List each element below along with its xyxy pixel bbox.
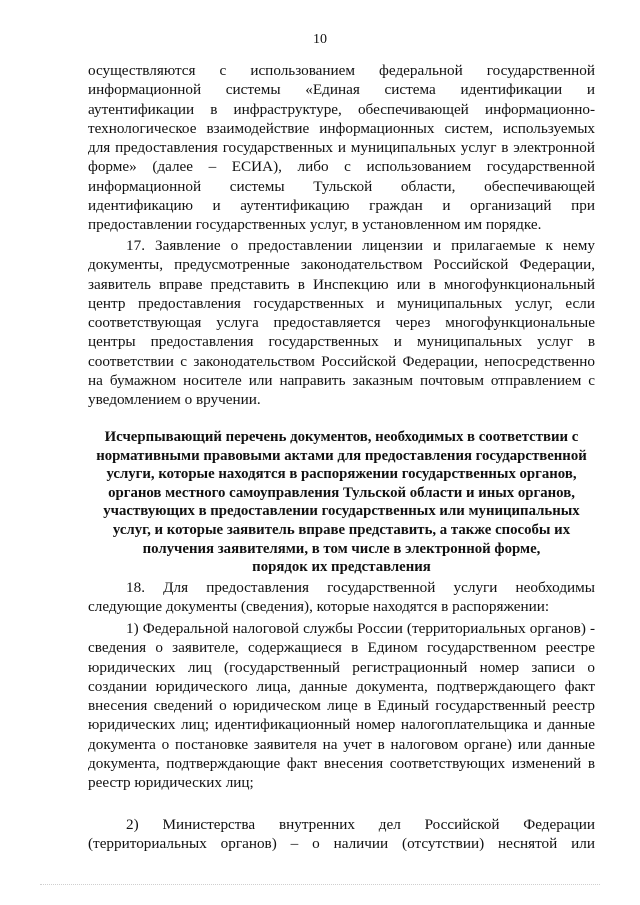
paragraph-continuation bbox=[88, 61, 595, 235]
heading-line: услуг, и которые заявитель вправе представить, а также способы их bbox=[112, 521, 571, 538]
text-line: сведения о заявителе, содержащиеся в Едином государственном реестре bbox=[88, 639, 595, 657]
heading-line: порядок их представления bbox=[252, 559, 431, 576]
text-line: следующие документы (сведения), которые находятся в распоряжении: bbox=[88, 598, 550, 616]
text-line: создании юридического лица, данные документа, подтверждающего факт bbox=[88, 677, 595, 695]
text-line: аутентификации в инфраструктуре, обеспечивающей информационно- bbox=[88, 100, 595, 118]
text-line: информационной системы Тульской области, обеспечивающей bbox=[88, 177, 595, 195]
text-line: соответствии с законодательством Российской Федерации, непосредственно bbox=[88, 352, 595, 370]
text-line: идентификацию и аутентификацию граждан и организаций при bbox=[88, 197, 595, 215]
paragraph-18-item-1 bbox=[88, 619, 595, 793]
text-line: юридических лиц (государственный регистрационный номер записи о bbox=[88, 658, 595, 676]
section-heading bbox=[88, 428, 595, 577]
text-line: форме» (далее – ЕСИА), либо с использованием государственной bbox=[88, 158, 595, 176]
text-line: 2) Министерства внутренних дел Российской Федерации bbox=[126, 816, 595, 833]
text-line: соответствующая услуга предоставляется через многофункциональные bbox=[88, 314, 595, 332]
text-line: 18. Для предоставления государственной услуги необходимы bbox=[126, 579, 595, 596]
text-line: заявитель вправе представить в Инспекцию или в многофункциональный bbox=[88, 275, 595, 293]
page-number: 10 bbox=[313, 32, 327, 47]
text-line: центр предоставления государственных и муниципальных услуг, если bbox=[88, 294, 595, 312]
text-line: осуществляются с использованием федеральной государственной bbox=[88, 62, 595, 79]
text-line: предоставлении государственных услуг, в установленном им порядке. bbox=[88, 216, 542, 234]
heading-line: получения заявителями, в том числе в электронной форме, bbox=[142, 540, 541, 557]
paragraph-18-item-2 bbox=[88, 815, 595, 854]
text-line: уведомлением о вручении. bbox=[88, 391, 261, 409]
text-line: для предоставления государственных и муниципальных услуг в электронной bbox=[88, 139, 595, 157]
text-line: реестр юридических лиц; bbox=[88, 774, 254, 792]
text-line: документы, предусмотренные законодательством Российской Федерации, bbox=[88, 256, 595, 274]
text-line: информационной системы «Единая система идентификации и bbox=[88, 81, 595, 99]
heading-line: органов местного самоуправления Тульской области и иных органов, bbox=[108, 484, 575, 501]
heading-line: нормативными правовыми актами для предоставления государственной bbox=[96, 447, 587, 464]
text-line: (территориальных органов) – о наличии (отсутствии) неснятой или bbox=[88, 835, 595, 853]
text-line: на бумажном носителе или направить заказным почтовым отправлением с bbox=[88, 372, 595, 390]
scan-artifact-line bbox=[40, 884, 600, 887]
text-line: юридических лиц; идентификационный номер налогоплательщика и данные bbox=[88, 716, 595, 734]
text-line: центры предоставления государственных и муниципальных услуг в bbox=[88, 333, 595, 351]
text-line: внесения сведений о юридическом лице в Единый государственный реестр bbox=[88, 697, 595, 715]
text-line: технологическое взаимодействие информационных систем, используемых bbox=[88, 119, 595, 137]
text-line: 1) Федеральной налоговой службы России (территориальных органов) - bbox=[126, 620, 595, 637]
paragraph-18 bbox=[88, 578, 595, 617]
text-line: документа, подтверждающие факт внесения соответствующих изменений в bbox=[88, 755, 595, 773]
heading-line: участвующих в предоставлении государственных или муниципальных bbox=[103, 503, 580, 520]
heading-line: услуги, которые находятся в распоряжении государственных органов, bbox=[106, 466, 577, 483]
text-line: 17. Заявление о предоставлении лицензии и прилагаемые к нему bbox=[126, 237, 595, 254]
text-line: документа о постановке заявителя на учет в налоговом органе) или данные bbox=[88, 735, 595, 753]
paragraph-17 bbox=[88, 236, 595, 410]
heading-line: Исчерпывающий перечень документов, необходимых в соответствии с bbox=[104, 429, 579, 445]
